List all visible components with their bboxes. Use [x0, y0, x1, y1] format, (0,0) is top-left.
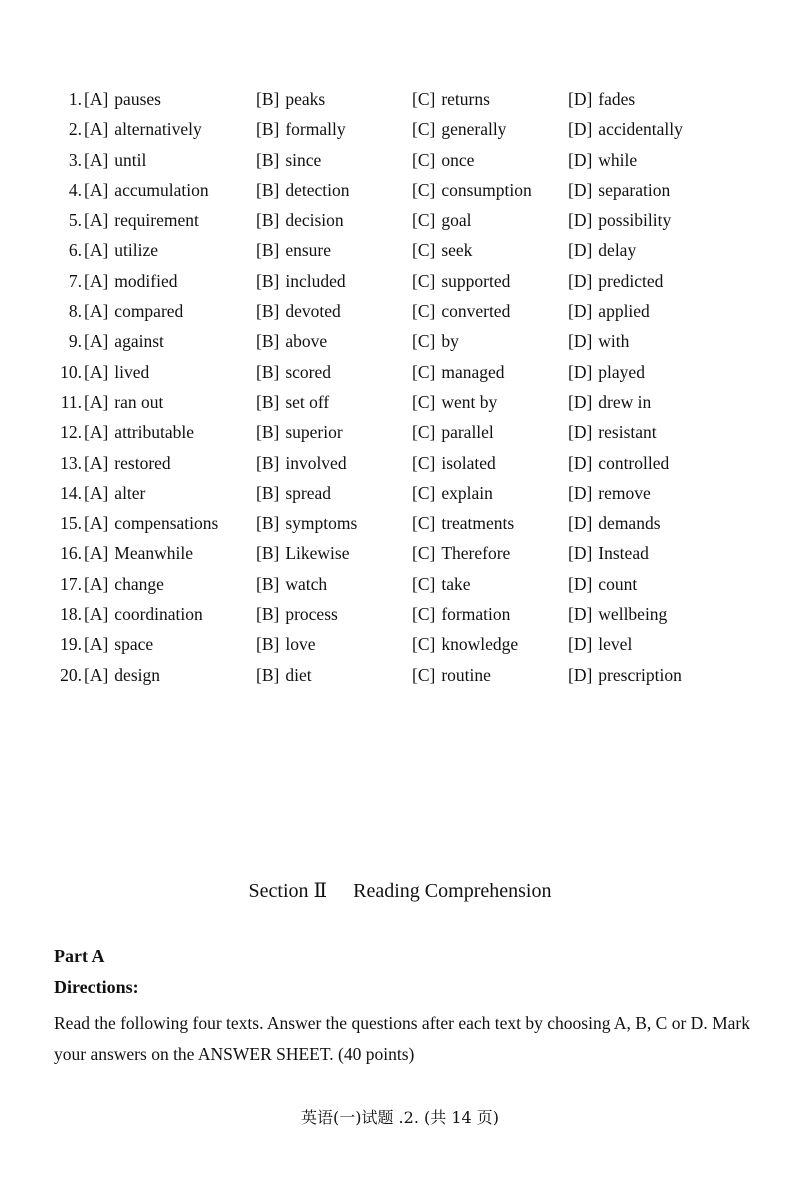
option-b: [256, 114, 346, 144]
option-text: superior: [285, 422, 343, 443]
question-number: 19.: [60, 634, 82, 655]
option-c: [412, 660, 491, 690]
option-a: [84, 417, 194, 447]
option-text: returns: [441, 89, 490, 109]
option-text: decision: [285, 210, 344, 231]
option-c: [412, 448, 496, 478]
option-label: [D]: [568, 452, 593, 473]
option-c: [412, 599, 510, 629]
option-c: [412, 478, 493, 508]
question-row: [0, 417, 800, 447]
option-label: [C]: [412, 604, 436, 625]
question-row: [0, 660, 800, 690]
option-label: [D]: [568, 513, 593, 534]
option-c: [412, 326, 459, 356]
option-a: [84, 84, 161, 114]
option-text: fades: [598, 89, 636, 109]
option-a: [84, 114, 202, 144]
option-b: [256, 448, 347, 478]
option-b: [256, 508, 357, 538]
option-c: [412, 296, 510, 326]
option-a: [84, 629, 153, 659]
option-label: [D]: [568, 664, 593, 685]
option-d: [568, 660, 682, 690]
option-label: [A]: [84, 604, 109, 625]
option-b: [256, 478, 331, 508]
option-text: spread: [285, 482, 332, 503]
question-row: [0, 478, 800, 508]
question-number: 6.: [68, 240, 82, 261]
option-d: [568, 114, 683, 144]
option-text: with: [598, 331, 630, 352]
option-label: [B]: [256, 179, 280, 200]
option-d: [568, 629, 632, 659]
directions-label: Directions:: [54, 977, 139, 997]
option-b: [256, 326, 327, 356]
option-text: restored: [114, 452, 171, 473]
option-label: [A]: [84, 513, 109, 534]
option-text: delay: [598, 240, 637, 261]
option-text: compared: [114, 301, 184, 322]
option-d: [568, 448, 669, 478]
option-label: [B]: [256, 210, 280, 231]
question-number: 9.: [68, 331, 82, 352]
option-label: [D]: [568, 573, 593, 594]
question-row: [0, 235, 800, 265]
question-row: [0, 175, 800, 205]
option-label: [C]: [412, 422, 436, 443]
option-d: [568, 296, 650, 326]
option-label: [C]: [412, 89, 436, 109]
option-label: [A]: [84, 664, 109, 685]
option-text: Meanwhile: [114, 543, 194, 564]
option-b: [256, 296, 341, 326]
option-label: [C]: [412, 482, 436, 503]
option-text: ran out: [114, 391, 164, 412]
option-text: above: [285, 331, 328, 352]
question-number: 2.: [68, 119, 82, 140]
option-a: [84, 326, 164, 356]
option-c: [412, 417, 494, 447]
option-text: went by: [441, 391, 498, 412]
option-text: modified: [114, 270, 178, 291]
option-a: [84, 448, 171, 478]
option-text: level: [598, 634, 633, 655]
question-row: [0, 629, 800, 659]
question-row: [0, 357, 800, 387]
option-label: [B]: [256, 149, 280, 170]
option-a: [84, 508, 218, 538]
option-label: [A]: [84, 240, 109, 261]
option-label: [C]: [412, 452, 436, 473]
option-label: [D]: [568, 301, 593, 322]
option-label: [C]: [412, 240, 436, 261]
option-b: [256, 266, 346, 296]
option-label: [B]: [256, 119, 280, 140]
option-text: love: [285, 634, 316, 655]
option-text: diet: [285, 664, 312, 685]
option-label: [A]: [84, 89, 109, 109]
option-label: [D]: [568, 422, 593, 443]
option-label: [A]: [84, 482, 109, 503]
option-c: [412, 145, 474, 175]
question-number: 20.: [60, 664, 82, 685]
option-text: included: [285, 270, 346, 291]
option-label: [B]: [256, 361, 280, 382]
option-label: [C]: [412, 119, 436, 140]
option-b: [256, 84, 325, 114]
option-label: [B]: [256, 482, 280, 503]
option-label: [D]: [568, 270, 593, 291]
question-number: 13.: [60, 452, 82, 473]
option-text: generally: [441, 119, 507, 140]
question-row: [0, 114, 800, 144]
option-c: [412, 538, 510, 568]
option-label: [B]: [256, 452, 280, 473]
question-number: 12.: [60, 422, 82, 443]
option-label: [D]: [568, 149, 593, 170]
option-text: attributable: [114, 422, 194, 443]
option-label: [B]: [256, 634, 280, 655]
option-b: [256, 205, 344, 235]
option-text: take: [441, 573, 471, 594]
option-a: [84, 235, 158, 265]
option-text: formation: [441, 604, 511, 625]
option-text: demands: [598, 513, 661, 534]
option-d: [568, 478, 651, 508]
question-number: 5.: [68, 210, 82, 231]
option-text: parallel: [441, 422, 494, 443]
option-text: converted: [441, 301, 511, 322]
option-b: [256, 569, 327, 599]
option-label: [B]: [256, 89, 280, 109]
option-text: process: [285, 604, 338, 625]
option-text: change: [114, 573, 164, 594]
option-text: once: [441, 149, 475, 170]
page-footer: 英语(一)试题 .2. (共 14 页): [300, 1108, 500, 1127]
option-d: [568, 417, 657, 447]
option-label: [C]: [412, 361, 436, 382]
option-b: [256, 629, 315, 659]
option-c: [412, 569, 470, 599]
option-c: [412, 205, 471, 235]
question-number: 3.: [68, 149, 82, 170]
option-label: [C]: [412, 270, 436, 291]
question-number: 4.: [68, 179, 82, 200]
option-d: [568, 266, 663, 296]
option-text: scored: [285, 361, 332, 382]
option-label: [C]: [412, 573, 436, 594]
option-label: [C]: [412, 210, 436, 231]
option-a: [84, 266, 177, 296]
option-label: [B]: [256, 664, 280, 685]
option-d: [568, 599, 667, 629]
question-row: [0, 569, 800, 599]
option-label: [A]: [84, 361, 109, 382]
option-c: [412, 114, 506, 144]
question-number: 11.: [60, 391, 82, 412]
option-text: accumulation: [114, 179, 209, 200]
option-text: pauses: [114, 89, 161, 109]
option-label: [A]: [84, 179, 109, 200]
option-text: possibility: [598, 210, 672, 231]
option-text: managed: [441, 361, 505, 382]
option-c: [412, 387, 497, 417]
option-label: [B]: [256, 513, 280, 534]
question-number: 18.: [60, 604, 82, 625]
option-label: [C]: [412, 513, 436, 534]
option-label: [D]: [568, 361, 593, 382]
option-label: [B]: [256, 543, 280, 564]
option-label: [A]: [84, 270, 109, 291]
option-label: [D]: [568, 119, 593, 140]
question-list: [0, 84, 800, 690]
option-text: treatments: [441, 513, 515, 534]
option-text: separation: [598, 179, 671, 200]
option-b: [256, 357, 331, 387]
option-label: [C]: [412, 634, 436, 655]
option-b: [256, 599, 338, 629]
option-text: drew in: [598, 391, 652, 412]
question-row: [0, 448, 800, 478]
option-label: [D]: [568, 634, 593, 655]
option-text: supported: [441, 270, 511, 291]
question-row: [0, 266, 800, 296]
option-b: [256, 538, 349, 568]
option-label: [D]: [568, 604, 593, 625]
option-label: [A]: [84, 331, 109, 352]
option-c: [412, 508, 514, 538]
option-text: applied: [598, 301, 650, 322]
option-text: lived: [114, 361, 150, 382]
option-text: utilize: [114, 240, 159, 261]
option-text: requirement: [114, 210, 199, 231]
question-row: [0, 326, 800, 356]
option-text: prescription: [598, 664, 682, 685]
question-row: [0, 205, 800, 235]
section-label: Section Ⅱ: [248, 880, 328, 902]
question-row: [0, 387, 800, 417]
option-text: against: [114, 331, 164, 352]
option-text: goal: [441, 210, 472, 231]
option-label: [A]: [84, 422, 109, 443]
part-title: Part A: [54, 946, 105, 966]
question-number: 17.: [60, 573, 82, 594]
question-number: 10.: [60, 361, 82, 382]
option-d: [568, 145, 637, 175]
option-label: [D]: [568, 391, 593, 412]
option-a: [84, 357, 149, 387]
option-c: [412, 266, 510, 296]
option-d: [568, 538, 649, 568]
option-text: knowledge: [441, 634, 519, 655]
option-label: [B]: [256, 391, 280, 412]
question-row: [0, 508, 800, 538]
option-c: [412, 235, 472, 265]
option-text: by: [441, 331, 459, 352]
question-row: [0, 145, 800, 175]
option-b: [256, 235, 331, 265]
option-label: [D]: [568, 89, 593, 109]
option-text: compensations: [114, 513, 219, 534]
option-label: [A]: [84, 543, 109, 564]
option-text: alternatively: [114, 119, 202, 140]
option-text: until: [114, 149, 147, 170]
option-label: [C]: [412, 664, 436, 685]
option-label: [C]: [412, 331, 436, 352]
option-label: [C]: [412, 391, 436, 412]
option-d: [568, 357, 645, 387]
option-d: [568, 569, 637, 599]
option-text: coordination: [114, 604, 203, 625]
option-text: peaks: [285, 89, 326, 109]
option-text: watch: [285, 573, 328, 594]
option-text: Instead: [598, 543, 649, 564]
option-text: predicted: [598, 270, 664, 291]
option-a: [84, 296, 183, 326]
option-a: [84, 145, 146, 175]
option-text: design: [114, 664, 160, 685]
option-text: since: [285, 149, 322, 170]
option-text: ensure: [285, 240, 332, 261]
option-label: [A]: [84, 301, 109, 322]
option-label: [B]: [256, 331, 280, 352]
option-a: [84, 599, 203, 629]
option-label: [C]: [412, 149, 436, 170]
question-number: 15.: [60, 513, 82, 534]
option-label: [D]: [568, 331, 593, 352]
option-b: [256, 387, 329, 417]
option-label: [C]: [412, 301, 436, 322]
option-label: [A]: [84, 119, 109, 140]
option-text: detection: [285, 179, 350, 200]
option-label: [A]: [84, 391, 109, 412]
option-text: involved: [285, 452, 347, 473]
option-label: [B]: [256, 573, 280, 594]
option-a: [84, 538, 193, 568]
option-text: seek: [441, 240, 473, 261]
section-title: Reading Comprehension: [353, 880, 552, 902]
option-text: set off: [285, 391, 330, 412]
option-label: [A]: [84, 149, 109, 170]
option-d: [568, 326, 629, 356]
question-number: 7.: [68, 270, 82, 291]
question-row: [0, 599, 800, 629]
question-row: [0, 84, 800, 114]
option-d: [568, 205, 671, 235]
directions-text: Read the following four texts. Answer the questions after each text by choosing A, B, C or D. Mark your answers on the ANSWER SHEET. (40 points): [54, 1013, 750, 1064]
section-heading: [0, 878, 800, 903]
option-a: [84, 387, 163, 417]
option-label: [D]: [568, 482, 593, 503]
option-label: [B]: [256, 301, 280, 322]
option-label: [D]: [568, 543, 593, 564]
question-row: [0, 296, 800, 326]
option-text: alter: [114, 482, 146, 503]
option-label: [B]: [256, 270, 280, 291]
option-a: [84, 569, 164, 599]
option-label: [B]: [256, 240, 280, 261]
option-d: [568, 84, 635, 114]
option-text: consumption: [441, 179, 532, 200]
option-text: isolated: [441, 452, 496, 473]
option-b: [256, 660, 312, 690]
question-row: [0, 538, 800, 568]
option-label: [B]: [256, 422, 280, 443]
option-text: accidentally: [598, 119, 683, 140]
option-text: symptoms: [285, 513, 358, 534]
option-label: [D]: [568, 210, 593, 231]
option-b: [256, 145, 321, 175]
option-label: [B]: [256, 604, 280, 625]
option-a: [84, 660, 160, 690]
option-a: [84, 205, 199, 235]
option-text: routine: [441, 664, 491, 685]
option-b: [256, 175, 349, 205]
option-label: [A]: [84, 573, 109, 594]
option-text: devoted: [285, 301, 341, 322]
option-label: [A]: [84, 210, 109, 231]
option-text: count: [598, 573, 638, 594]
option-text: formally: [285, 119, 346, 140]
option-b: [256, 417, 343, 447]
option-label: [C]: [412, 543, 436, 564]
question-number: 16.: [60, 543, 82, 564]
option-text: wellbeing: [598, 604, 668, 625]
option-text: controlled: [598, 452, 670, 473]
option-label: [A]: [84, 634, 109, 655]
option-d: [568, 235, 636, 265]
question-number: 8.: [68, 301, 82, 322]
option-c: [412, 357, 505, 387]
option-label: [A]: [84, 452, 109, 473]
option-text: while: [598, 149, 638, 170]
option-text: remove: [598, 482, 651, 503]
option-text: space: [114, 634, 154, 655]
option-c: [412, 629, 518, 659]
option-text: played: [598, 361, 645, 382]
option-c: [412, 175, 532, 205]
option-text: Therefore: [441, 543, 511, 564]
question-number: 14.: [60, 482, 82, 503]
option-label: [D]: [568, 179, 593, 200]
option-d: [568, 508, 661, 538]
option-text: resistant: [598, 422, 657, 443]
option-d: [568, 387, 651, 417]
option-c: [412, 84, 490, 114]
option-label: [C]: [412, 179, 436, 200]
option-a: [84, 175, 209, 205]
option-text: Likewise: [285, 543, 350, 564]
option-d: [568, 175, 670, 205]
option-a: [84, 478, 145, 508]
option-text: explain: [441, 482, 493, 503]
option-label: [D]: [568, 240, 593, 261]
question-number: 1.: [68, 89, 82, 109]
